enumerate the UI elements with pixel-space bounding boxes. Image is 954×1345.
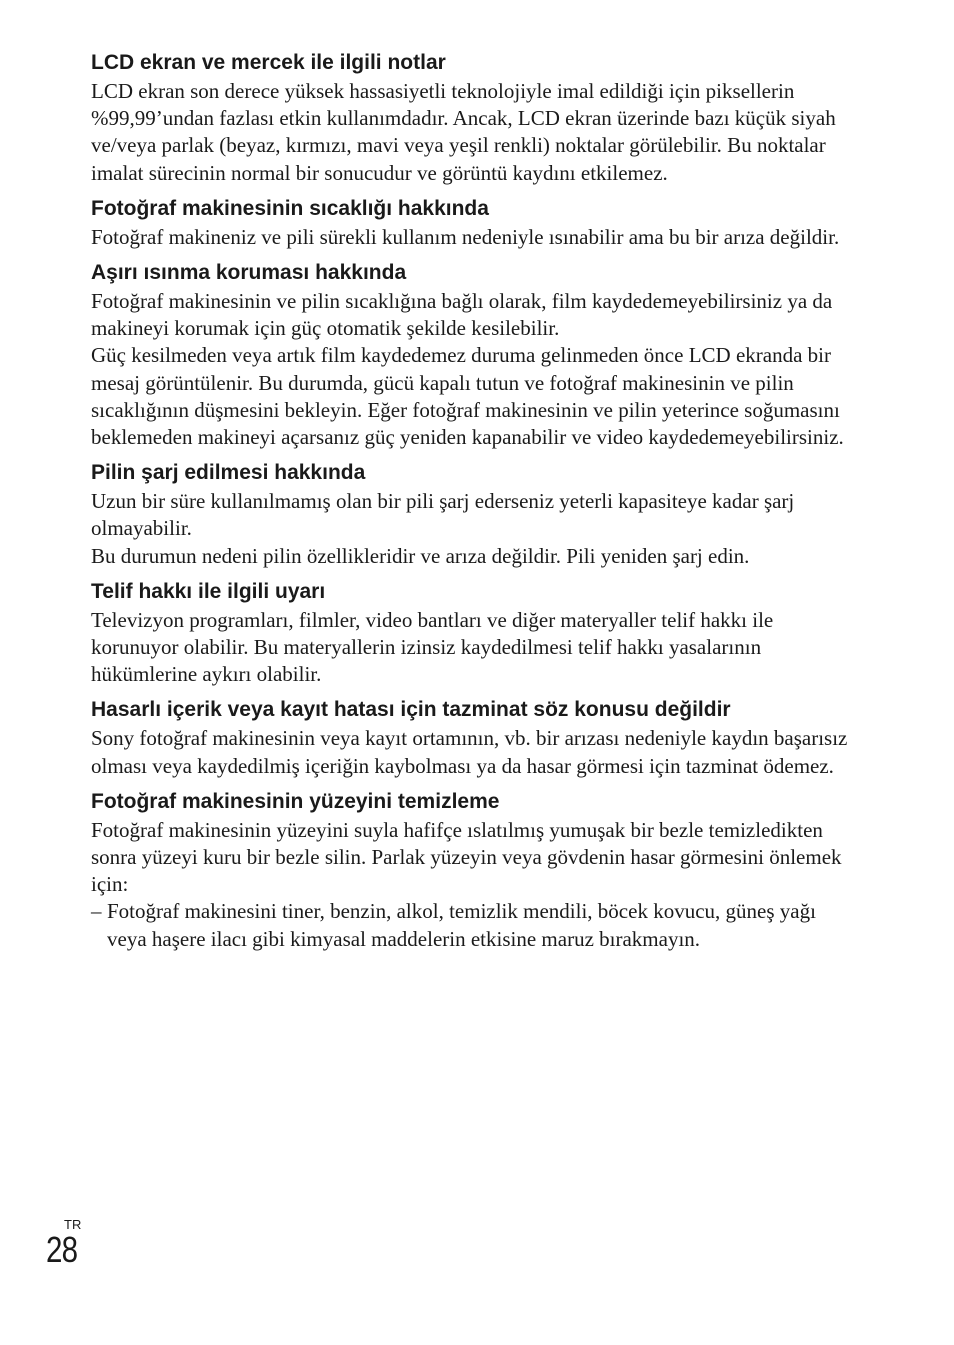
section-heading: Pilin şarj edilmesi hakkında [91,461,366,485]
section-camera-temperature [91,196,851,251]
section-paragraph: Sony fotoğraf makinesinin veya kayıt ortamının, vb. bir arızası nedeniyle kaydın başarısız olması veya kaydedilmiş içeriğin kaybolması ya da hasar görmesi için tazminat ödemez. [91,726,848,778]
dash-marker: – [91,899,102,924]
section-battery-charging [91,460,851,570]
section-heading: Fotoğraf makinesinin sıcaklığı hakkında [91,196,489,220]
section-overheat-protection [91,260,851,451]
section-paragraph: Uzun bir süre kullanılmamış olan bir pili şarj ederseniz yeterli kapasiteye kadar şarj olmayabilir. [91,489,795,541]
section-heading: Aşırı ısınma koruması hakkında [91,261,407,285]
section-paragraph: Fotoğraf makineniz ve pili sürekli kullanım nedeniyle ısınabilir ama bu bir arıza değildir. [91,224,840,249]
section-surface-cleaning [91,789,851,953]
section-heading: Telif hakkı ile ilgili uyarı [91,579,326,603]
section-lcd-notes [91,50,851,187]
list-item [91,898,851,952]
section-heading: Fotoğraf makinesinin yüzeyini temizleme [91,789,500,813]
section-paragraph: Fotoğraf makinesinin yüzeyini suyla hafifçe ıslatılmış yumuşak bir bezle temizledikten sonra yüzeyi kuru bir bezle silin. Parlak yüzeyin veya gövdenin hasar görmesini önlemek için: [91,817,842,897]
page-footer [46,1218,84,1268]
section-paragraph: Güç kesilmeden veya artık film kaydedemez duruma gelinmeden önce LCD ekranda bir mesaj görüntülenir. Bu durumda, gücü kapalı tutun ve fotoğraf makinesinin ve pilin sıcaklığının düşmesini bekleyin. Eğer fotoğraf makinesinin ve pilin yeterince soğumasını beklemeden makineyi açarsanız güç yeniden kapanabilir ve video kaydedemeyebilirsiniz. [91,343,844,450]
section-paragraph: Fotoğraf makinesinin ve pilin sıcaklığına bağlı olarak, film kaydedemeyebilirsiniz ya da makineyi korumak için güç otomatik şekilde kesilebilir. [91,289,833,341]
section-paragraph: Televizyon programları, filmler, video bantları ve diğer materyaller telif hakkı ile korunuyor olabilir. Bu materyallerin izinsiz kaydedilmesi telif hakkı yasalarının hükümlerine aykırı olabilir. [91,607,774,687]
section-paragraph: Bu durumun nedeni pilin özellikleridir ve arıza değildir. Pili yeniden şarj edin. [91,543,750,568]
page-number: 28 [46,1229,78,1270]
page-content [91,50,851,962]
language-code: TR [64,1217,82,1232]
section-no-compensation [91,697,851,779]
list-item-text: Fotoğraf makinesini tiner, benzin, alkol, temizlik mendili, böcek kovucu, güneş yağı veya haşere ilacı gibi kimyasal maddelerin etkisine maruz bırakmayın. [107,899,816,951]
section-heading: Hasarlı içerik veya kayıt hatası için tazminat söz konusu değildir [91,698,731,722]
section-heading: LCD ekran ve mercek ile ilgili notlar [91,51,446,74]
cleaning-warning-list [91,898,851,952]
section-paragraph: LCD ekran son derece yüksek hassasiyetli teknolojiyle imal edildiği için piksellerin %99,99’undan fazlası etkin kullanımdadır. Ancak, LCD ekran üzerinde bazı küçük siyah ve/veya parlak (beyaz, kırmızı, mavi veya yeşil renkli) noktalar görülebilir. Bu noktalar imalat sürecinin normal bir sonucudur ve görüntü kaydını etkilemez. [91,79,836,185]
section-copyright-warning [91,579,851,689]
